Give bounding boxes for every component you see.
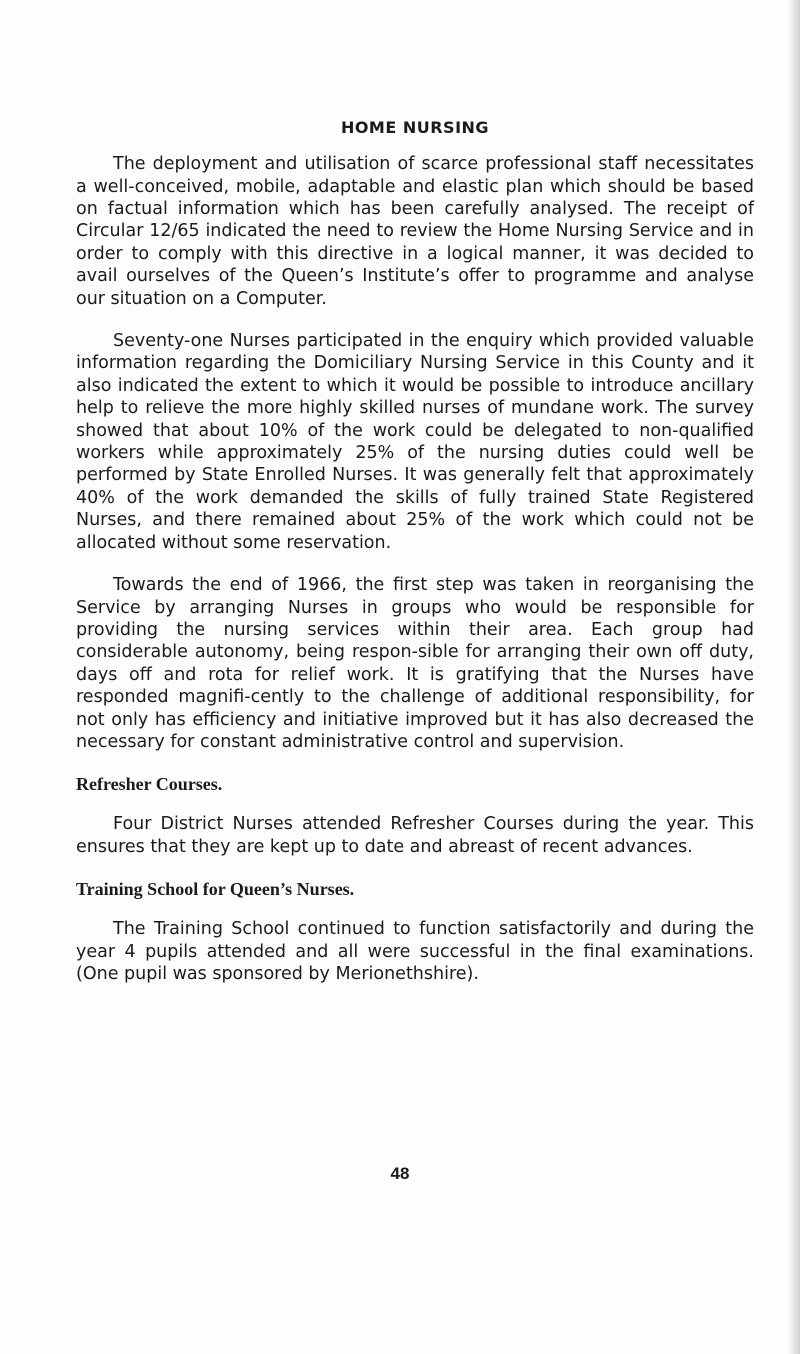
paragraph-training-school: The Training School continued to function satisfactorily and during the year 4 pupils attended and all were successful in the final examinations. (One pupil was sponsored by Merionethshire). <box>76 919 754 984</box>
section-heading-training-school: Training School for Queen’s Nurses. <box>76 879 355 900</box>
paragraph-deployment: The deployment and utilisation of scarce professional staff necessitates a well-conceived, mobile, adaptable and elastic plan which should be based on factual information which has been carefully analysed. The receipt of Circular 12/65 indicated the need to review the Home Nursing Service and in order to comply with this directive in a logical manner, it was decided to avail ourselves of the Queen’s Institute’s offer to programme and analyse our situation on a Computer. <box>76 154 754 309</box>
page-title: HOME NURSING <box>340 118 490 137</box>
paragraph-refresher-courses: Four District Nurses attended Refresher Courses during the year. This ensures that they are kept up to date and abreast of recent advances. <box>76 814 754 857</box>
section-heading-refresher-courses: Refresher Courses. <box>76 774 223 795</box>
paragraph-survey: Seventy-one Nurses participated in the enquiry which provided valuable information regarding the Domiciliary Nursing Service in this County and it also indicated the extent to which it would be possible to introduce ancillary help to relieve the more highly skilled nurses of mundane work. The survey showed that about 10% of the work could be delegated to non-qualified workers while approximately 25% of the nursing duties could well be performed by State Enrolled Nurses. It was generally felt that approximately 40% of the work demanded the skills of fully trained State Registered Nurses, and there remained about 25% of the work which could not be allocated without some reservation. <box>76 331 754 553</box>
page-edge-shadow <box>788 0 800 1354</box>
page-number: 48 <box>390 1164 410 1183</box>
page-content <box>76 118 754 1005</box>
paragraph-reorganisation: Towards the end of 1966, the first step was taken in reorganising the Service by arranging Nurses in groups who would be responsible for providing the nursing services within their area. Each group had considerable autonomy, being respon-sible for arranging their own off duty, days off and rota for relief work. It is gratifying that the Nurses have responded magnifi-cently to the challenge of additional responsibility, for not only has efficiency and initiative improved but it has also decreased the necessary for constant administrative control and supervision. <box>76 575 754 752</box>
